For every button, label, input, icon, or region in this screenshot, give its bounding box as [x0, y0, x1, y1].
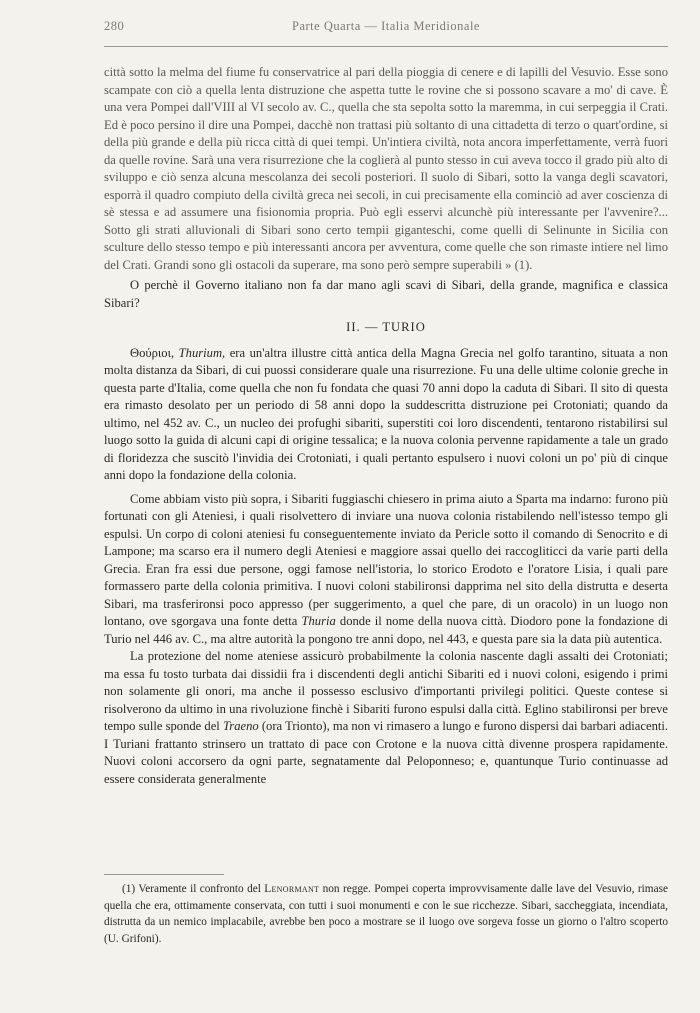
thuria-name: Thuria	[301, 614, 336, 628]
paragraph-sibariti-text-b: donde il nome della nuova città. Diodoro pone la fondazione di Turio nel 446 av. C., ma altre autorità la pongono tre anni dopo, nel 443, e questa pare sia la data più autentica.	[104, 614, 668, 646]
paragraph-thurium	[104, 345, 668, 485]
latin-name: Thurium,	[178, 345, 226, 360]
traeno-name: Traeno	[222, 719, 259, 733]
paragraph-continuation: città sotto la melma del fiume fu conservatrice al pari della pioggia di cenere e di lapilli del Vesuvio. Esse sono scampate con ciò a quella lenta distruzione che aspetta tutte le rovine che si possono scavare a mo' di cave. È una vera Pompei dall'VIII al VI secolo av. C., quella che sta sepolta sotto la maremma, in cui serpeggia il Crati. Ed è poco persino il dire una Pompei, dacchè non trattasi più soltanto di una cittadetta di terzo o quart'ordine, si della più grande e della più ricca città di quei tempi. Un'intiera civiltà, nota ancora imperfettamente, verrà fuori da quelle rovine. Sarà una vera risurrezione che la coglierà al punto stesso in cui aveva tocco il grado più alto di sviluppo e ciò senza alcuna mescolanza dei secoli posteriori. Il suolo di Sibari, sotto la vanga degli scavatori, esporrà il quadro compiuto della civiltà greca nei secoli, in cui precisamente ella cominciò ad aver coscienza di sè stessa e ad assumere una fisionomia propria. Può egli esservi alcunchè più interessante per l'avvenire?... Sotto gli strati alluvionali di Sibari sono certo tempii giganteschi, come quelli di Selinunte in Sicilia con sculture dello stesso tempo e più interessanti ancora per avventura, come quelle che son rimaste intiere nel limo del Crati. Grandi sono gli ostacoli da superare, ma sono però sempre superabili » (1).	[104, 65, 668, 272]
greek-name: Θούριοι,	[130, 345, 175, 360]
paragraph-thurium-text: era un'altra illustre città antica della Magna Grecia nel golfo tarantino, situata a non molta distanza da Sibari, di cui puossi considerare quale una risurrezione. Fu una delle ultime colonie greche in questa parte d'Italia, come quella che non fu fondata che quasi 70 anni dopo la caduta di Sibari. Il sito di questa era rimasto desolato per un periodo di 58 anni dopo la suddescritta distruzione pei Crotoniati; quando da ultimo, nel 452 av. C., un nucleo dei profughi sibariti, superstiti coi loro discendenti, tentarono ristabilirsi sul luogo sotto la guida di alcuni capi di origine tessalica; e la nuova colonia pervenne rapidamente a tale un grado di floridezza che suscitò l'invidia dei Crotoniati, i quali pertanto espulsero i nuovi coloni un po' più di cinque anni dopo la fondazione della colonia.	[104, 345, 668, 482]
paragraph-sibariti	[104, 491, 668, 649]
footnote-author: Lenormant	[264, 883, 320, 895]
footnote-text-a: (1) Veramente il confronto del	[122, 883, 261, 895]
paragraph-protezione	[104, 648, 668, 788]
paragraph-protezione-text-a: La protezione del nome ateniese assicurò probabilmente la colonia nascente dagli assalti dei Crotoniati; ma essa fu tosto turbata dai dissidii fra i discendenti degli antichi Sibariti ed i nuovi coloni, esigendo i primi non solamente gli onori, ma anche il possesso esclusivo d'importanti privilegi politici. Queste contese si risolverono da ultimo in una rivoluzione finchè i Sibariti furono espulsi dalla città. Eglino stabilironsi per breve tempo sulle sponde del	[104, 649, 668, 733]
footnote-rule	[104, 874, 224, 875]
paragraph-question: O perchè il Governo italiano non fa dar mano agli scavi di Sibari, della grande, magnifica e classica Sibari?	[104, 278, 668, 310]
footnote	[104, 881, 668, 947]
section-title: II. — TURIO	[346, 320, 426, 334]
page-number: 280	[104, 19, 125, 33]
footnote-text-b: non regge. Pompei coperta improvvisamente dalle lave del Vesuvio, rimase quella che era, ottimamente conservata, con tutti i suoi monumenti e con le sue ricchezze. Sibari, saccheggiata, incendiata, distrutta da un nemico implacabile, avrebbe ben poco a mostrare se il luogo ove sorgeva fosse un giorno o l'altro scoperto (U. Grifoni).	[104, 883, 668, 945]
body-text	[104, 64, 668, 788]
footnote-text	[104, 881, 668, 947]
running-title: Parte Quarta — Italia Meridionale	[292, 19, 480, 33]
header-rule	[104, 46, 668, 47]
running-header	[104, 19, 668, 37]
paragraph-protezione-text-b: (ora Trionto), ma non vi rimasero a lungo e furono dispersi dai barbari adiacenti. I Turiani frattanto strinsero un trattato di pace con Crotone e la nuova città divenne prospera rapidamente. Nuovi coloni accorsero da ogni parte, segnatamente dal Peloponneso; e, quantunque Turio continuasse ad essere considerata generalmente	[104, 719, 669, 786]
paragraph-sibariti-text-a: Come abbiam visto più sopra, i Sibariti fuggiaschi chiesero in prima aiuto a Sparta ma indarno: furono più fortunati con gli Ateniesi, i quali risolvettero di inviare una nuova colonia ristabilendo nell'istesso tempo gli espulsi. Un corpo di coloni ateniesi fu conseguentemente inviato da Pericle sotto il comando di Senocrito e di Lampone; ma scarso era il numero degli Ateniesi e maggiore assai quello dei raccogliticci da varie parti della Grecia. Eran fra essi due persone, oggi famose nell'istoria, lo storico Erodoto e l'oratore Lisia, i quali pare formassero parte della colonia primitiva. I nuovi coloni stabilironsi dapprima nel sito della distrutta e deserta Sibari, ma trasferironsi poco appresso (per suggerimento, a quel che pare, di un oracolo) in un luogo non lontano, ove sgorgava una fonte detta	[104, 491, 668, 628]
